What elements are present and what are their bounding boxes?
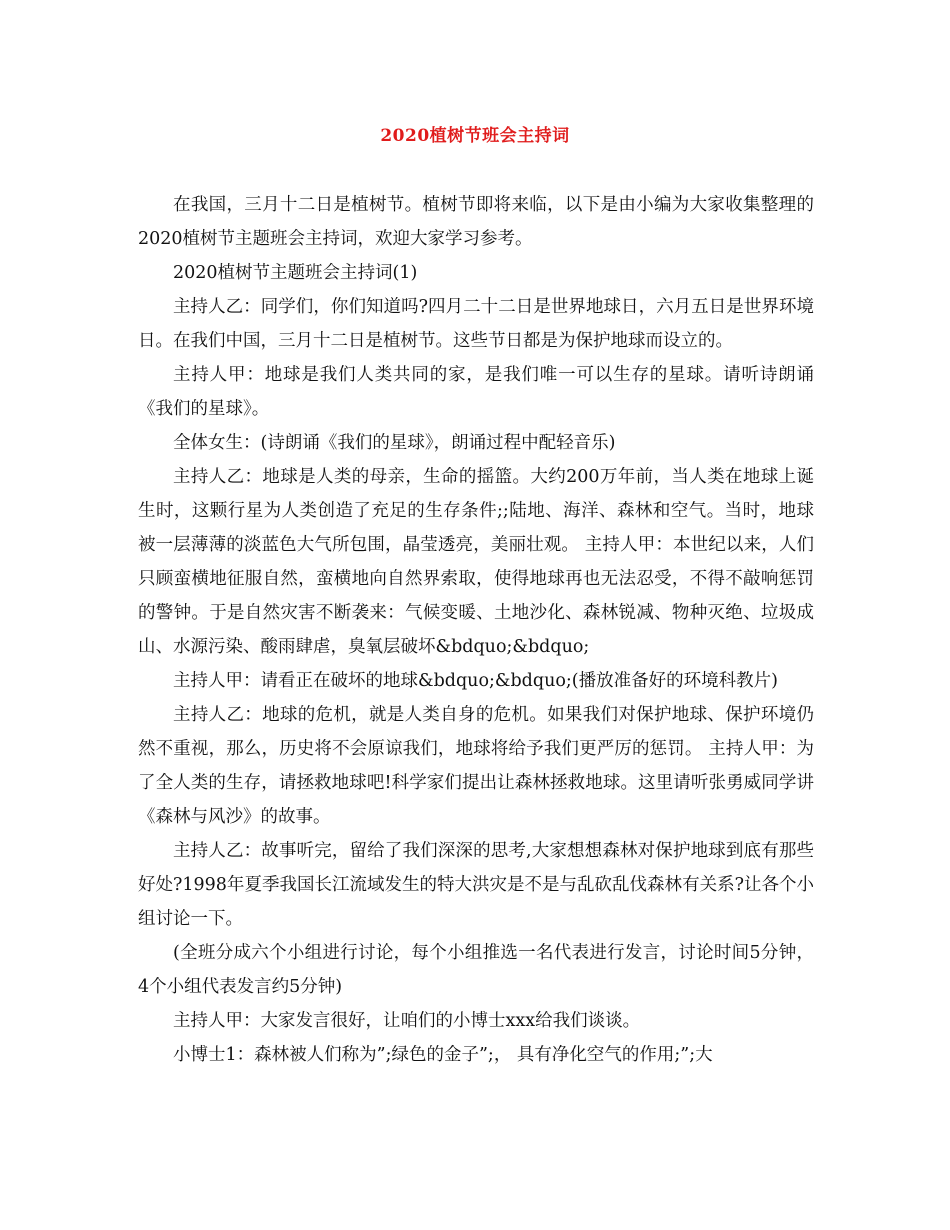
paragraph: 2020植树节主题班会主持词(1) — [173, 263, 418, 283]
document-body — [138, 188, 814, 1072]
paragraph: 主持人甲：大家发言很好，让咱们的小博士xxx给我们谈谈。 — [173, 1011, 641, 1031]
paragraph: 主持人甲：地球是我们人类共同的家，是我们唯一可以生存的星球。请听诗朗诵《我们的星球》。 — [138, 365, 814, 419]
paragraph: 主持人乙：同学们，你们知道吗?四月二十二日是世界地球日，六月五日是世界环境日。在我们中国，三月十二日是植树节。这些节日都是为保护地球而设立的。 — [138, 297, 814, 351]
paragraph: 主持人甲：请看正在破坏的地球&bdquo;&bdquo;(播放准备好的环境科教片) — [173, 671, 778, 691]
paragraph: 主持人乙：地球是人类的母亲，生命的摇篮。大约200万年前，当人类在地球上诞生时，这颗行星为人类创造了充足的生存条件;;陆地、海洋、森林和空气。当时，地球被一层薄薄的淡蓝色大气所包围，晶莹透亮，美丽壮观。 主持人甲：本世纪以来，人们只顾蛮横地征服自然，蛮横地向自然界索取，使得地球再也无法忍受，不得不敲响惩罚的警钟。于是自然灾害不断袭来：气候变暖、土地沙化、森林锐减、物种灭绝、垃圾成山、水源污染、酸雨肆虐，臭氧层破坏&bdquo;&bdquo; — [138, 467, 814, 657]
paragraph: 主持人乙：地球的危机，就是人类自身的危机。如果我们对保护地球、保护环境仍然不重视，那么，历史将不会原谅我们，地球将给予我们更严厉的惩罚。 主持人甲：为了全人类的生存，请拯救地球吧!科学家们提出让森林拯救地球。这里请听张勇威同学讲《森林与风沙》的故事。 — [138, 705, 814, 827]
paragraph: 全体女生：(诗朗诵《我们的星球》，朗诵过程中配轻音乐) — [173, 433, 616, 453]
paragraph: 小博士1：森林被人们称为”;绿色的金子”;， 具有净化空气的作用;”;大 — [173, 1045, 713, 1065]
paragraph: 在我国，三月十二日是植树节。植树节即将来临，以下是由小编为大家收集整理的2020植树节主题班会主持词，欢迎大家学习参考。 — [138, 195, 814, 249]
paragraph: (全班分成六个小组进行讨论，每个小组推选一名代表进行发言，讨论时间5分钟，4个小组代表发言约5分钟) — [138, 943, 814, 997]
document-title: 2020植树节班会主持词 — [380, 126, 570, 146]
paragraph: 主持人乙：故事听完，留给了我们深深的思考,大家想想森林对保护地球到底有那些好处?1998年夏季我国长江流域发生的特大洪灾是不是与乱砍乱伐森林有关系?让各个小组讨论一下。 — [138, 841, 814, 929]
